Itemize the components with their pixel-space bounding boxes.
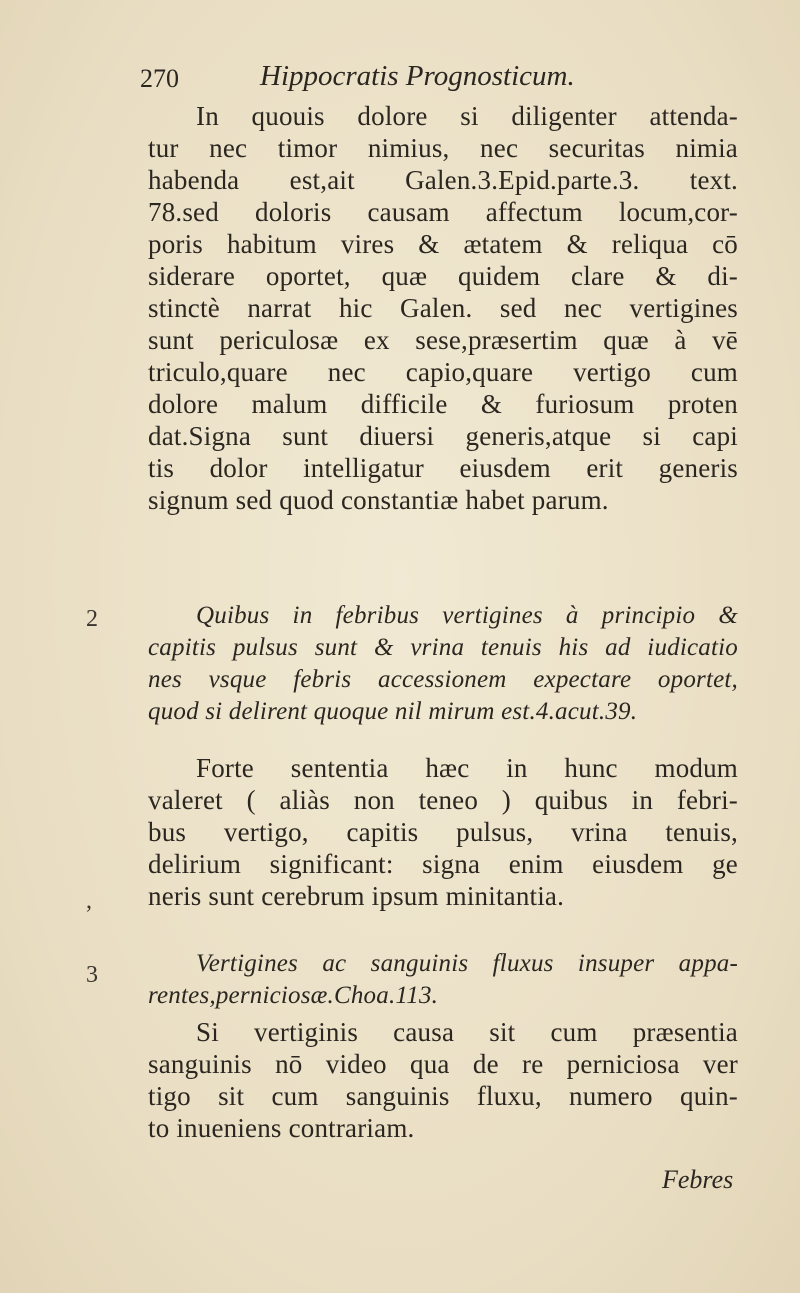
running-head: Hippocratis Prognosticum. bbox=[260, 60, 575, 92]
margin-note-2: 2 bbox=[86, 606, 98, 632]
text-line: tigo sit cum sanguinis fluxu, numero quin- bbox=[148, 1081, 738, 1111]
text-line: signum sed quod constantiæ habet parum. bbox=[148, 485, 609, 515]
text-line: tur nec timor nimius, nec securitas nimia bbox=[148, 133, 738, 163]
text-line: sunt periculosæ ex sese,præsertim quæ à vē bbox=[148, 325, 738, 355]
text-line: siderare oportet, quæ quidem clare & di- bbox=[148, 261, 738, 291]
text-line: Forte sententia hæc in hunc modum bbox=[196, 753, 738, 783]
page-number: 270 bbox=[140, 64, 179, 93]
text-line: delirium significant: signa enim eiusdem ge bbox=[148, 849, 738, 879]
aphorism-3 bbox=[148, 948, 738, 1012]
text-line: In quouis dolore si diligenter attenda- bbox=[196, 101, 738, 131]
text-line: poris habitum vires & ætatem & reliqua cō bbox=[148, 229, 738, 259]
text-line: Si vertiginis causa sit cum præsentia bbox=[196, 1017, 738, 1047]
margin-note-3: 3 bbox=[86, 962, 98, 988]
text-line: to inueniens contrariam. bbox=[148, 1113, 415, 1143]
text-line: dolore malum difficile & furiosum proten bbox=[148, 389, 738, 419]
text-line: 78.sed doloris causam affectum locum,cor- bbox=[148, 197, 738, 227]
text-line: neris sunt cerebrum ipsum minitantia. bbox=[148, 881, 565, 911]
text-line: habenda est,ait Galen.3.Epid.parte.3. text. bbox=[148, 165, 738, 195]
aphorism-line: quod si delirent quoque nil mirum est.4.acut.39. bbox=[148, 698, 638, 725]
aphorism-2 bbox=[148, 600, 738, 728]
aphorism-line: nes vsque febris accessionem expectare oportet, bbox=[148, 666, 738, 693]
aphorism-line: Quibus in febribus vertigines à principio & bbox=[196, 602, 738, 629]
aphorism-line: capitis pulsus sunt & vrina tenuis his ad iudicatio bbox=[148, 634, 738, 661]
text-line: sanguinis nō video qua de re perniciosa ver bbox=[148, 1049, 738, 1079]
text-line: stinctè narrat hic Galen. sed nec vertigines bbox=[148, 293, 738, 323]
text-line: tis dolor intelligatur eiusdem erit generis bbox=[148, 453, 738, 483]
paragraph-2 bbox=[148, 752, 738, 912]
paragraph-1 bbox=[148, 100, 738, 516]
aphorism-line: Vertigines ac sanguinis fluxus insuper appa- bbox=[196, 950, 738, 977]
text-line: bus vertigo, capitis pulsus, vrina tenuis, bbox=[148, 817, 738, 847]
text-line: dat.Signa sunt diuersi generis,atque si capi bbox=[148, 421, 738, 451]
paragraph-3 bbox=[148, 1016, 738, 1144]
text-line: valeret ( aliàs non teneo ) quibus in febri- bbox=[148, 785, 738, 815]
margin-mark: , bbox=[86, 888, 92, 914]
aphorism-line: rentes,perniciosæ.Choa.113. bbox=[148, 982, 439, 1009]
catchword: Febres bbox=[662, 1165, 734, 1194]
page-header bbox=[140, 58, 700, 94]
text-line: triculo,quare nec capio,quare vertigo cum bbox=[148, 357, 738, 387]
